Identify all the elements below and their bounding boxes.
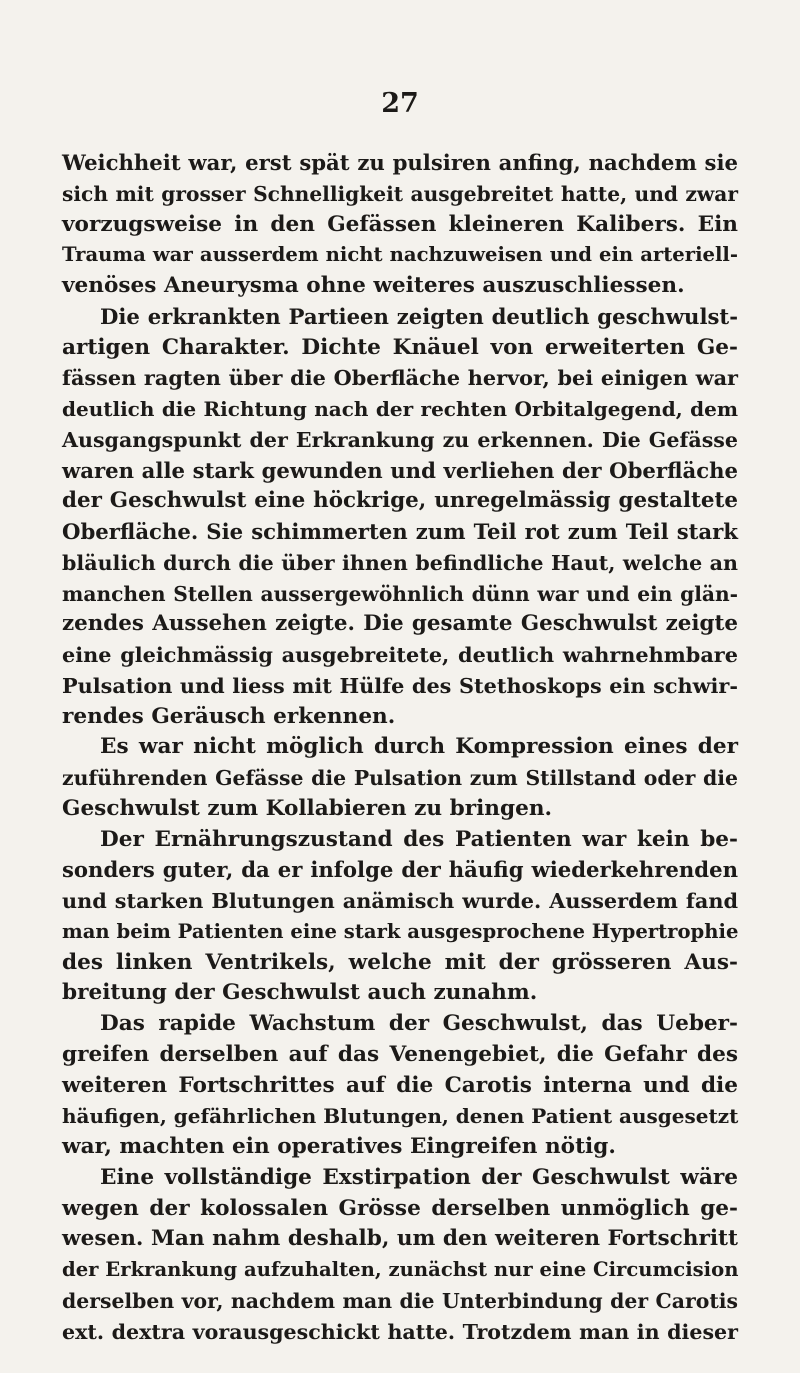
- text-line: Der Ernährungszustand des Patienten war kein be-: [100, 826, 738, 852]
- text-line: vorzugsweise in den Gefässen kleineren Kalibers. Ein: [62, 211, 738, 237]
- text-line: Oberfläche. Sie schimmerten zum Teil rot zum Teil stark: [62, 519, 738, 544]
- text-line: der Erkrankung aufzuhalten, zunächst nur eine Circumcision: [62, 1258, 739, 1281]
- body-text: [62, 148, 738, 1347]
- text-line: breitung der Geschwulst auch zunahm.: [62, 980, 538, 1006]
- text-line: und starken Blutungen anämisch wurde. Ausserdem fand: [62, 888, 738, 913]
- text-line: eine gleichmässig ausgebreitete, deutlich wahrnehmbare: [62, 642, 738, 667]
- text-line: Eine vollständige Exstirpation der Geschwulst wäre: [100, 1164, 738, 1190]
- text-line: sich mit grosser Schnelligkeit ausgebreitet hatte, und zwar: [62, 181, 738, 206]
- text-line: Das rapide Wachstum der Geschwulst, das Ueber-: [100, 1011, 738, 1036]
- text-line: sonders guter, da er infolge der häufig wiederkehrenden: [62, 857, 738, 883]
- text-line: derselben vor, nachdem man die Unterbindung der Carotis: [62, 1288, 738, 1313]
- text-line: Weichheit war, erst spät zu pulsiren anfing, nachdem sie: [62, 150, 738, 175]
- text-line: bläulich durch die über ihnen befindliche Haut, welche an: [62, 550, 738, 575]
- text-line: man beim Patienten eine stark ausgesprochene Hypertrophie: [62, 919, 739, 943]
- text-line: weiteren Fortschrittes auf die Carotis interna und die: [62, 1072, 738, 1098]
- text-line: Die erkrankten Partieen zeigten deutlich geschwulst-: [100, 303, 738, 329]
- text-line: Pulsation und liess mit Hülfe des Stethoskops ein schwir-: [62, 672, 738, 698]
- text-line: Ausgangspunkt der Erkrankung zu erkennen. Die Gefässe: [62, 427, 738, 452]
- text-line: deutlich die Richtung nach der rechten Orbitalgegend, dem: [62, 397, 738, 421]
- text-line: der Geschwulst eine höckrige, unregelmässig gestaltete: [62, 488, 738, 514]
- text-line: des linken Ventrikels, welche mit der grösseren Aus-: [62, 949, 738, 975]
- text-line: artigen Charakter. Dichte Knäuel von erweiterten Ge-: [62, 334, 738, 360]
- text-line: ext. dextra vorausgeschickt hatte. Trotzdem man in dieser: [62, 1319, 738, 1344]
- text-line: rendes Geräusch erkennen.: [62, 703, 396, 729]
- text-line: Trauma war ausserdem nicht nachzuweisen und ein arteriell-: [62, 243, 738, 267]
- text-line: waren alle stark gewunden und verliehen der Oberfläche: [62, 457, 738, 483]
- text-line: fässen ragten über die Oberfläche hervor, bei einigen war: [62, 365, 738, 391]
- text-line: greifen derselben auf das Venengebiet, die Gefahr des: [62, 1041, 738, 1067]
- text-line: Geschwulst zum Kollabieren zu bringen.: [62, 795, 553, 821]
- text-line: zendes Aussehen zeigte. Die gesamte Geschwulst zeigte: [62, 611, 738, 637]
- page-number: 27: [381, 88, 419, 119]
- text-line: venöses Aneurysma ohne weiteres auszuschliessen.: [62, 273, 685, 298]
- text-line: wegen der kolossalen Grösse derselben unmöglich ge-: [62, 1195, 738, 1221]
- text-line: wesen. Man nahm deshalb, um den weiteren Fortschritt: [62, 1226, 738, 1252]
- text-line: war, machten ein operatives Eingreifen nötig.: [62, 1134, 616, 1159]
- text-line: häufigen, gefährlichen Blutungen, denen Patient ausgesetzt: [62, 1104, 739, 1129]
- text-line: manchen Stellen aussergewöhnlich dünn war und ein glän-: [62, 581, 738, 606]
- text-line: Es war nicht möglich durch Kompression eines der: [100, 734, 738, 760]
- text-line: zuführenden Gefässe die Pulsation zum Stillstand oder die: [62, 766, 738, 790]
